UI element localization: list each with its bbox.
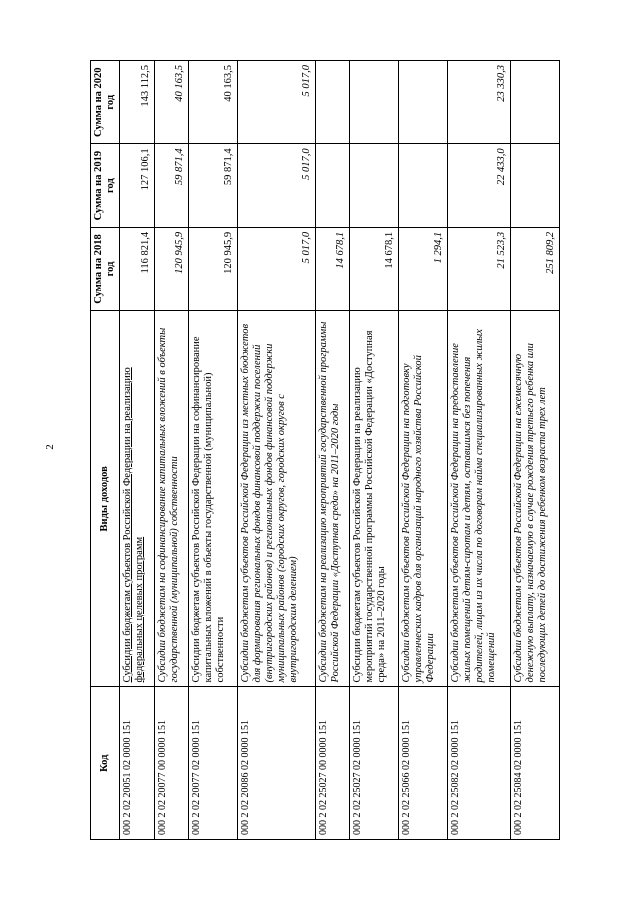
row-sum-2018: 14 678,1 <box>315 227 350 310</box>
header-2019: Сумма на 2019 год <box>91 144 120 227</box>
table-row <box>398 61 447 840</box>
header-type: Виды доходов <box>91 311 120 687</box>
row-sum-2018: 251 809,2 <box>511 227 560 310</box>
row-sum-2020: 40 163,5 <box>154 61 189 144</box>
row-sum-2020: 40 163,5 <box>189 61 238 144</box>
row-sum-2019: 59 871,4 <box>189 144 238 227</box>
row-sum-2018: 120 945,9 <box>154 227 189 310</box>
header-code: Код <box>91 687 120 840</box>
row-description: Субсидии бюджетам субъектов Российской Федерации на подготовку управленческих кадров для организаций народного хозяйства Российской Федерации <box>398 311 447 687</box>
row-description: Субсидии бюджетам субъектов Российской Федерации из местных бюджетов для формирования региональных фондов финансовой поддержки поселений (внутригородских районов) и региональных фондов финансовой поддержки муниципальных районов (городских округов, городских округов с внутригородским делением) <box>238 311 316 687</box>
table-row <box>511 61 560 840</box>
row-sum-2020: 23 330,3 <box>447 61 510 144</box>
table-row <box>315 61 350 840</box>
row-sum-2019 <box>315 144 350 227</box>
row-sum-2019: 59 871,4 <box>154 144 189 227</box>
row-sum-2019: 22 433,0 <box>447 144 510 227</box>
row-sum-2020 <box>315 61 350 144</box>
header-row <box>91 61 120 840</box>
row-code: 000 2 02 25027 02 0000 151 <box>350 687 399 840</box>
row-code: 000 2 02 25084 02 0000 151 <box>511 687 560 840</box>
row-code: 000 2 02 20077 00 0000 151 <box>154 687 189 840</box>
row-code: 000 2 02 20086 02 0000 151 <box>238 687 316 840</box>
page-number: 2 <box>44 444 56 450</box>
row-description: Субсидии бюджетам субъектов Российской Федерации на софинансирование капитальных вложений в объекты государственной (муниципальной) собственности <box>189 311 238 687</box>
header-2018: Сумма на 2018 год <box>91 227 120 310</box>
row-sum-2018: 1 294,1 <box>398 227 447 310</box>
revenue-table <box>90 60 560 840</box>
row-sum-2020 <box>350 61 399 144</box>
row-sum-2020 <box>398 61 447 144</box>
row-sum-2018: 5 017,0 <box>238 227 316 310</box>
row-sum-2019 <box>398 144 447 227</box>
row-sum-2019 <box>511 144 560 227</box>
table-row <box>120 61 155 840</box>
row-code: 000 2 02 25027 00 0000 151 <box>315 687 350 840</box>
row-sum-2018: 120 945,9 <box>189 227 238 310</box>
row-description: Субсидии бюджетам на софинансирование капитальных вложений в объекты государственной (муниципальной) собственности <box>154 311 189 687</box>
row-description: Субсидии бюджетам субъектов Российской Федерации на ежемесячную денежную выплату, назначаемую в случае рождения третьего ребенка или последующих детей до достижения ребенком возраста трех лет <box>511 311 560 687</box>
row-code: 000 2 02 25082 02 0000 151 <box>447 687 510 840</box>
row-sum-2019: 127 106,1 <box>120 144 155 227</box>
row-code: 000 2 02 20051 02 0000 151 <box>120 687 155 840</box>
row-description: Субсидии бюджетам субъектов Российской Федерации на реализацию мероприятий государственной программы Российской Федерации «Доступная среда» на 2011–2020 годы <box>350 311 399 687</box>
row-code: 000 2 02 25066 02 0000 151 <box>398 687 447 840</box>
row-sum-2018: 21 523,3 <box>447 227 510 310</box>
row-description: Субсидии бюджетам субъектов Российской Федерации на предоставление жилых помещений детям-сиротам и детям, оставшимся без попечения родителей, лицам из их числа по договорам найма специализированных жилых помещений <box>447 311 510 687</box>
row-sum-2019: 5 017,0 <box>238 144 316 227</box>
row-code: 000 2 02 20077 02 0000 151 <box>189 687 238 840</box>
header-2020: Сумма на 2020 год <box>91 61 120 144</box>
row-description: Субсидии бюджетам на реализацию мероприятий государственной программы Российской Федерации «Доступная среда» на 2011–2020 годы <box>315 311 350 687</box>
row-sum-2020: 5 017,0 <box>238 61 316 144</box>
table-row <box>350 61 399 840</box>
row-sum-2018: 116 821,4 <box>120 227 155 310</box>
row-sum-2020 <box>511 61 560 144</box>
row-sum-2018: 14 678,1 <box>350 227 399 310</box>
table-row <box>189 61 238 840</box>
row-sum-2019 <box>350 144 399 227</box>
table-row <box>447 61 510 840</box>
revenue-table-rotated <box>90 60 560 840</box>
table-row <box>154 61 189 840</box>
row-sum-2020: 143 112,5 <box>120 61 155 144</box>
table-row <box>238 61 316 840</box>
row-description: Субсидии бюджетам субъектов Российской Федерации на реализацию федеральных целевых программ <box>120 311 155 687</box>
